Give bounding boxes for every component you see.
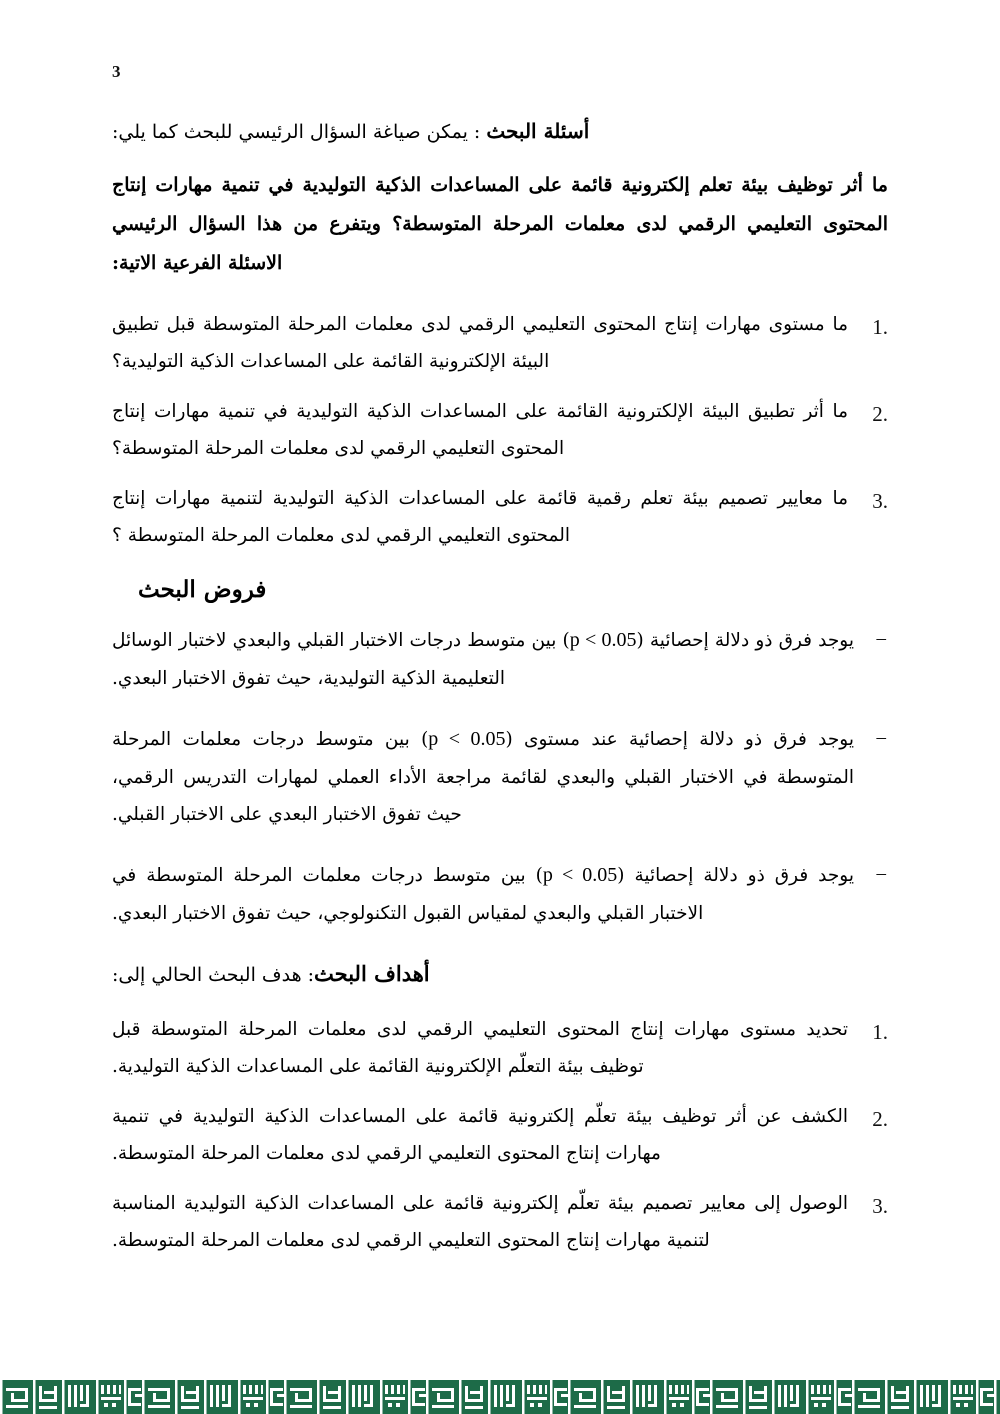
hypotheses-list (112, 620, 888, 932)
questions-heading-line (112, 112, 888, 150)
list-item-text: تحديد مستوى مهارات إنتاج المحتوى التعليمي الرقمي لدى معلمات المرحلة المتوسطة قبل توظيف بيئة التعلّم الإلكترونية القائمة على المساعدات الذكية التوليدية. (112, 1018, 848, 1077)
list-item-text: الوصول إلى معايير تصميم بيئة تعلّم إلكترونية قائمة على المساعدات الذكية التوليدية المناسبة لتنمية مهارات إنتاج المحتوى التعليمي الرقمي لدى معلمات المرحلة المتوسطة. (112, 1193, 848, 1252)
list-item (112, 481, 888, 554)
list-item-text: ما مستوى مهارات إنتاج المحتوى التعليمي الرقمي لدى معلمات المرحلة المتوسطة قبل تطبيق البيئة الإلكترونية القائمة على المساعدات الذكية التوليدية؟ (112, 313, 848, 372)
objectives-list (112, 1012, 888, 1260)
list-item (112, 620, 888, 697)
list-item (112, 1012, 888, 1085)
objectives-heading-line (112, 954, 888, 994)
list-marker: 3. (872, 1194, 888, 1219)
list-item-text: ما معايير تصميم بيئة تعلم رقمية قائمة على المساعدات الذكية التوليدية لتنمية مهارات إنتاج المحتوى التعليمي الرقمي لدى معلمات المرحلة المتوسطة ؟ (112, 488, 848, 547)
list-marker: 3. (872, 489, 888, 514)
dash-bullet-icon: – (876, 727, 886, 749)
list-marker: 2. (872, 402, 888, 427)
p-value: p < 0.05 (569, 629, 637, 652)
list-item (112, 719, 888, 833)
page-content (112, 112, 888, 1274)
hypothesis-text-part1: يوجد فرق ذو دلالة إحصائية عند مستوى ( (505, 729, 854, 751)
list-item-text: ما أثر تطبيق البيئة الإلكترونية القائمة على المساعدات الذكية التوليدية في تنمية مهارات إنتاج المحتوى التعليمي الرقمي لدى معلمات المرحلة المتوسطة؟ (112, 401, 848, 459)
list-item (112, 307, 888, 380)
list-item (112, 855, 888, 932)
p-value: p < 0.05 (542, 864, 618, 887)
hypothesis-text-part2: ) بين متوسط درجات معلمات المرحلة المتوسطة في الاختبار القبلي والبعدي لمقياس القبول التكنولوجي، حيث تفوق الاختبار البعدي. (112, 865, 704, 925)
questions-heading-rest: : يمكن صياغة السؤال الرئيسي للبحث كما يلي: (112, 121, 487, 143)
hypothesis-text-part2: ) بين متوسط درجات معلمات المرحلة المتوسطة في الاختبار القبلي والبعدي لقائمة مراجعة الأداء العملي لمهارات التدريس الرقمي، حيث تفوق الاختبار البعدي على الاختبار القبلي. (112, 729, 854, 826)
hypothesis-text-part1: يوجد فرق ذو دلالة إحصائية ( (636, 630, 855, 652)
list-item (112, 1099, 888, 1172)
list-item (112, 394, 888, 467)
hypothesis-text-part1: يوجد فرق ذو دلالة إحصائية ( (617, 865, 854, 887)
research-questions-list (112, 307, 888, 555)
dash-bullet-icon: – (876, 863, 886, 885)
objectives-heading-rest: : هدف البحث الحالي إلى: (112, 964, 315, 987)
list-marker: 2. (872, 1107, 888, 1132)
list-item (112, 1186, 888, 1259)
objectives-heading-label: أهداف البحث (314, 961, 430, 987)
kufic-border-icon (0, 1380, 1000, 1414)
hypothesis-text-part2: ) بين متوسط درجات الاختبار القبلي والبعدي لاختبار الوسائل التعليمية الذكية التوليدية، حيث تفوق الاختبار البعدي. (112, 630, 570, 690)
p-value: p < 0.05 (428, 728, 506, 751)
list-marker: 1. (872, 314, 888, 339)
footer-ornament-border (0, 1380, 1000, 1414)
questions-heading-label: أسئلة البحث (486, 119, 590, 143)
main-research-question: ما أثر توظيف بيئة تعلم إلكترونية قائمة على المساعدات الذكية التوليدية في تنمية مهارات إنتاج المحتوى التعليمي الرقمي لدى معلمات المرحلة المتوسطة؟ ويتفرع من هذا السؤال الرئيسي الاسئلة الفرعية الاتية: (112, 174, 888, 274)
list-item-text: الكشف عن أثر توظيف بيئة تعلّم إلكترونية قائمة على المساعدات الذكية التوليدية في تنمية مهارات إنتاج المحتوى التعليمي الرقمي لدى معلمات المرحلة المتوسطة. (112, 1106, 848, 1164)
list-marker: 1. (872, 1019, 888, 1044)
page-number: 3 (112, 62, 121, 81)
dash-bullet-icon: – (876, 628, 886, 650)
hypotheses-heading: فروض البحث (138, 575, 267, 603)
